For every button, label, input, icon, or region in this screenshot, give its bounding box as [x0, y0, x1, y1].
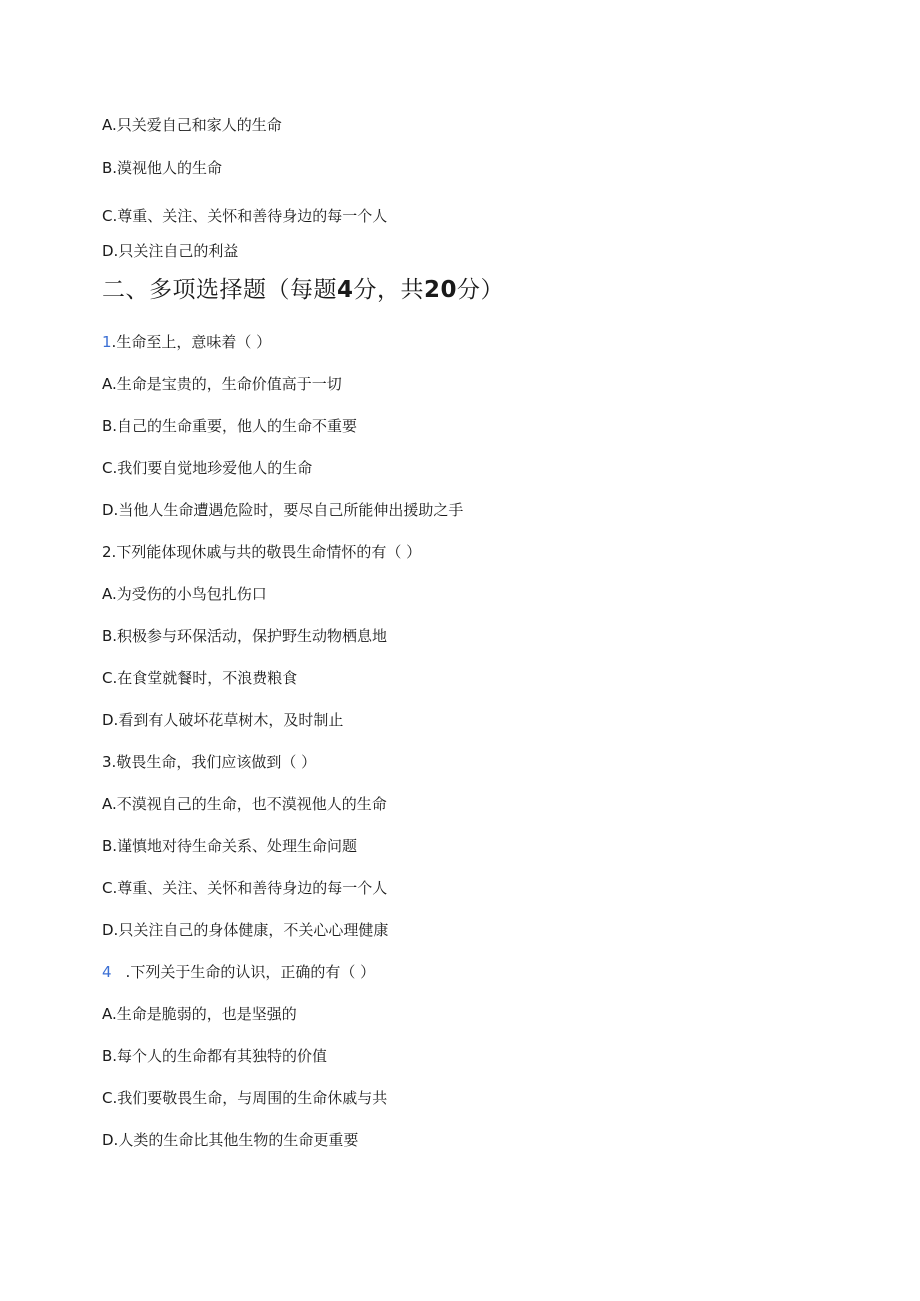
- prev-option-d: D.只关注自己的利益: [102, 242, 239, 260]
- question-number: 2: [102, 543, 112, 561]
- section-title-middle: 分，共: [353, 277, 425, 303]
- q3-option-c: C.尊重、关注、关怀和善待身边的每一个人: [102, 879, 388, 897]
- prev-option-c: C.尊重、关注、关怀和善待身边的每一个人: [102, 207, 388, 225]
- question-number: 1: [102, 333, 112, 351]
- question-text: .敬畏生命，我们应该做到（ ）: [111, 753, 317, 771]
- q3-option-b: B.谨慎地对待生命关系、处理生命问题: [102, 837, 358, 855]
- q2-option-a: A.为受伤的小鸟包扎伤口: [102, 585, 267, 603]
- q2-option-d: D.看到有人破坏花草树木，及时制止: [102, 711, 344, 729]
- question-1-stem: [102, 332, 271, 352]
- q4-option-a: A.生命是脆弱的，也是坚强的: [102, 1005, 297, 1023]
- q3-option-a: A.不漠视自己的生命，也不漠视他人的生命: [102, 795, 387, 813]
- q2-option-c: C.在食堂就餐时，不浪费粮食: [102, 669, 298, 687]
- section-title-prefix: 二、多项选择题（每题: [102, 277, 337, 303]
- question-text: .下列关于生命的认识，正确的有（ ）: [125, 963, 376, 981]
- question-number: 3: [102, 753, 112, 771]
- q4-option-c: C.我们要敬畏生命，与周围的生命休戚与共: [102, 1089, 388, 1107]
- q1-option-c: C.我们要自觉地珍爱他人的生命: [102, 459, 313, 477]
- question-text: .下列能体现休戚与共的敬畏生命情怀的有（ ）: [111, 543, 422, 561]
- section-heading: [102, 275, 504, 305]
- q3-option-d: D.只关注自己的身体健康，不关心心理健康: [102, 921, 389, 939]
- q4-option-d: D.人类的生命比其他生物的生命更重要: [102, 1131, 359, 1149]
- prev-option-a: A.只关爱自己和家人的生命: [102, 116, 282, 134]
- question-number: 4: [102, 963, 112, 981]
- q4-option-b: B.每个人的生命都有其独特的价值: [102, 1047, 328, 1065]
- q1-option-d: D.当他人生命遭遇危险时，要尽自己所能伸出援助之手: [102, 501, 464, 519]
- question-text: .生命至上，意味着（ ）: [111, 333, 272, 351]
- q2-option-b: B.积极参与环保活动，保护野生动物栖息地: [102, 627, 388, 645]
- prev-option-b: B.漠视他人的生命: [102, 159, 223, 177]
- section-points-each: 4: [337, 277, 354, 303]
- q1-option-b: B.自己的生命重要，他人的生命不重要: [102, 417, 358, 435]
- question-4-stem: [102, 962, 375, 982]
- question-3-stem: [102, 752, 316, 772]
- q1-option-a: A.生命是宝贵的，生命价值高于一切: [102, 375, 342, 393]
- section-points-total: 20: [424, 277, 458, 303]
- question-2-stem: [102, 542, 421, 562]
- section-title-suffix: 分）: [457, 277, 505, 303]
